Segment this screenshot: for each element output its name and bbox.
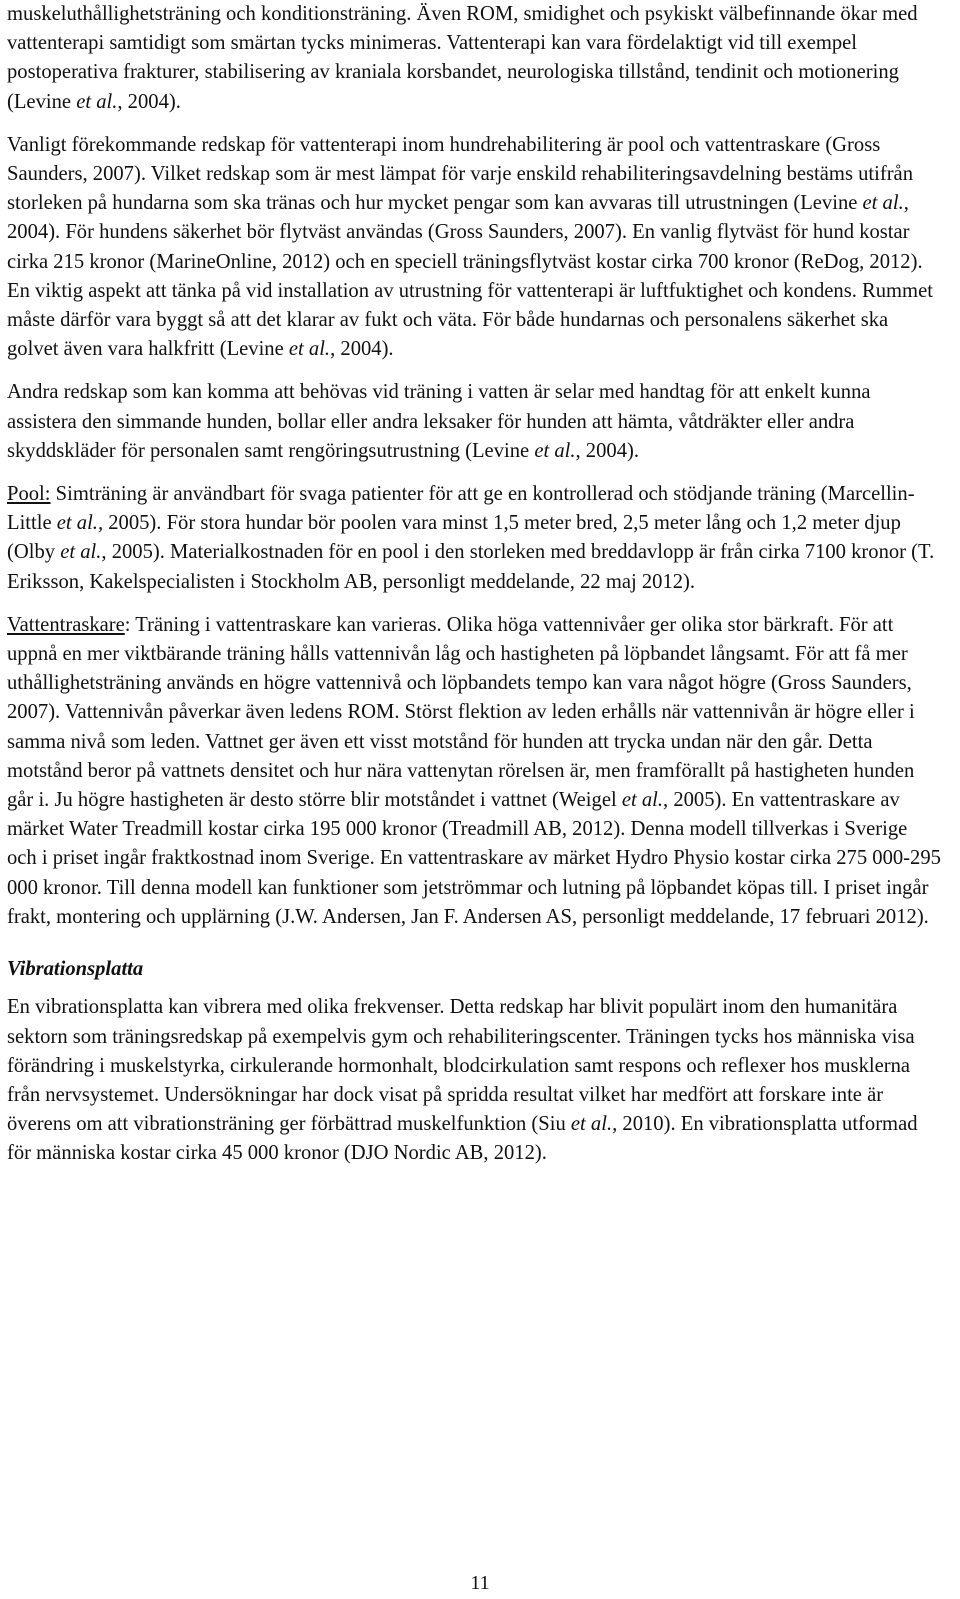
text-run: , 2004). — [575, 439, 639, 462]
italic-citation: et al. — [76, 90, 118, 113]
text-run: 2005). För stora hundar bör poolen vara minst 1,5 meter bred, 2,5 meter lång och 1,2 meter djup (Olby — [7, 512, 901, 564]
text-run: , 2005). En vattentraskare av märket Water Treadmill kostar cirka 195 000 kronor (Treadmill AB, 2012). Denna modell tillverkas i Sverige och i priset ingår fraktkostnad inom Sverige. En vattentraskare av märket Hydro Physio kostar cirka 275 000-295 000 kronor. Till denna modell kan funktioner som jetströmmar och lutning på löpbandet köpas till. I priset ingår frakt, montering och upplärning (J.W. Andersen, Jan F. Andersen AS, personligt meddelande, 17 februari 2012). — [7, 789, 941, 928]
paragraph-common-equipment — [7, 131, 942, 365]
italic-citation: et al. — [621, 789, 664, 812]
underlined-term: Pool: — [7, 483, 51, 506]
section-heading: Vibrationsplatta — [7, 958, 144, 981]
paragraph-vattentraskare — [7, 611, 942, 932]
italic-citation: et al., — [570, 1113, 618, 1136]
paragraph-vattenterapi-benefits — [7, 0, 942, 117]
text-run: , 2005). Materialkostnaden för en pool i den storleken med breddavlopp är från cirka 7100 kronor (T. Eriksson, Kakelspecialisten i Stockholm AB, personligt meddelande, 22 maj 2012). — [7, 541, 935, 593]
text-run: 2010). En vibrationsplatta utformad för människa kostar cirka 45 000 kronor (DJO Nordic AB, 2012). — [7, 1113, 918, 1165]
text-run: Vanligt förekommande redskap för vattenterapi inom hundrehabilitering är pool och vattentraskare (Gross Saunders, 2007). Vilket redskap som är mest lämpat för varje enskild rehabiliteringsavdelning bestäms utifrån storleken på hundarna som ska tränas och hur mycket pengar som kan avvaras till utrustningen (Levine — [7, 133, 913, 215]
page-number: 11 — [470, 1572, 490, 1594]
underlined-term: Vattentraskare — [7, 613, 125, 636]
text-run: Simträning är användbart för svaga patienter för att ge en kontrollerad och stödjande träning (Marcellin-Little — [7, 483, 915, 535]
italic-citation: et al. — [288, 338, 331, 361]
text-run: Andra redskap som kan komma att behövas vid träning i vatten är selar med handtag för att enkelt kunna assistera den simmande hunden, bollar eller andra leksaker för hunden att hämta, våtdräkter eller andra skyddskläder för personalen samt rengöringsutrustning (Levine — [7, 381, 871, 462]
text-run: : Träning i vattentraskare kan varieras. Olika höga vattennivåer ger olika stor bärkraft. För att uppnå en mer viktbärande träning hålls vattennivån låg och hastigheten på löpbandet långsamt. För att få mer uthållighetsträning används en högre vattennivå och löpbandets tempo kan vara något högre (Gross Saunders, 2007). Vattennivån påverkar även ledens ROM. Störst flektion av leden erhålls när vattennivån är högre eller i samma nivå som leden. Vattnet ger även ett visst motstånd för hunden att trycka undan när den går. Detta motstånd beror på vattnets densitet och hur nära vattenytan rörelsen är, men framförallt på hastigheten hunden går i. Ju högre hastigheten är desto större blir motståndet i vattnet (Weigel — [7, 613, 915, 812]
italic-citation: et al. — [534, 439, 576, 462]
text-run: En vibrationsplatta kan vibrera med olika frekvenser. Detta redskap har blivit populärt inom den humanitära sektorn som träningsredskap på exempelvis gym och rehabiliteringscenter. Träningen tycks hos människa visa förändring i muskelstyrka, cirkulerande hormonhalt, blodcirkulation samt respons och reflexer hos musklerna från nervsystemet. Undersökningar har dock visat på spridda resultat vilket har medfört att forskare inte är överens om att vibrationsträning ger förbättrad muskelfunktion (Siu — [7, 996, 915, 1136]
italic-citation: et al. — [862, 192, 904, 215]
italic-citation: et al., — [56, 512, 104, 535]
paragraph-other-equipment — [7, 378, 942, 466]
text-run: , 2004). — [330, 338, 394, 361]
italic-citation: et al. — [60, 541, 102, 564]
text-run: , 2004). För hundens säkerhet bör flytväst användas (Gross Saunders, 2007). En vanlig flytväst för hund kostar cirka 215 kronor (MarineOnline, 2012) och en speciell träningsflytväst kostar cirka 700 kronor (ReDog, 2012). En viktig aspekt att tänka på vid installation av utrustning för vattenterapi är luftfuktighet och kondens. Rummet måste därför vara byggt så att det klarar av fukt och väta. För både hundarnas och personalens säkerhet ska golvet även vara halkfritt (Levine — [7, 192, 933, 361]
paragraph-pool — [7, 480, 942, 597]
document-page — [7, 0, 942, 1169]
paragraph-vibrationsplatta — [7, 993, 942, 1168]
text-run: muskeluthållighetsträning och konditionsträning. Även ROM, smidighet och psykiskt välbefinnande ökar med vattenterapi samtidigt som smärtan tycks minimeras. Vattenterapi kan vara fördelaktigt vid till exempel postoperativa frakturer, stabilisering av kraniala korsbandet, neurologiska tillstånd, tendinit och motionering (Levine — [7, 3, 918, 113]
text-run: , 2004). — [117, 90, 181, 113]
